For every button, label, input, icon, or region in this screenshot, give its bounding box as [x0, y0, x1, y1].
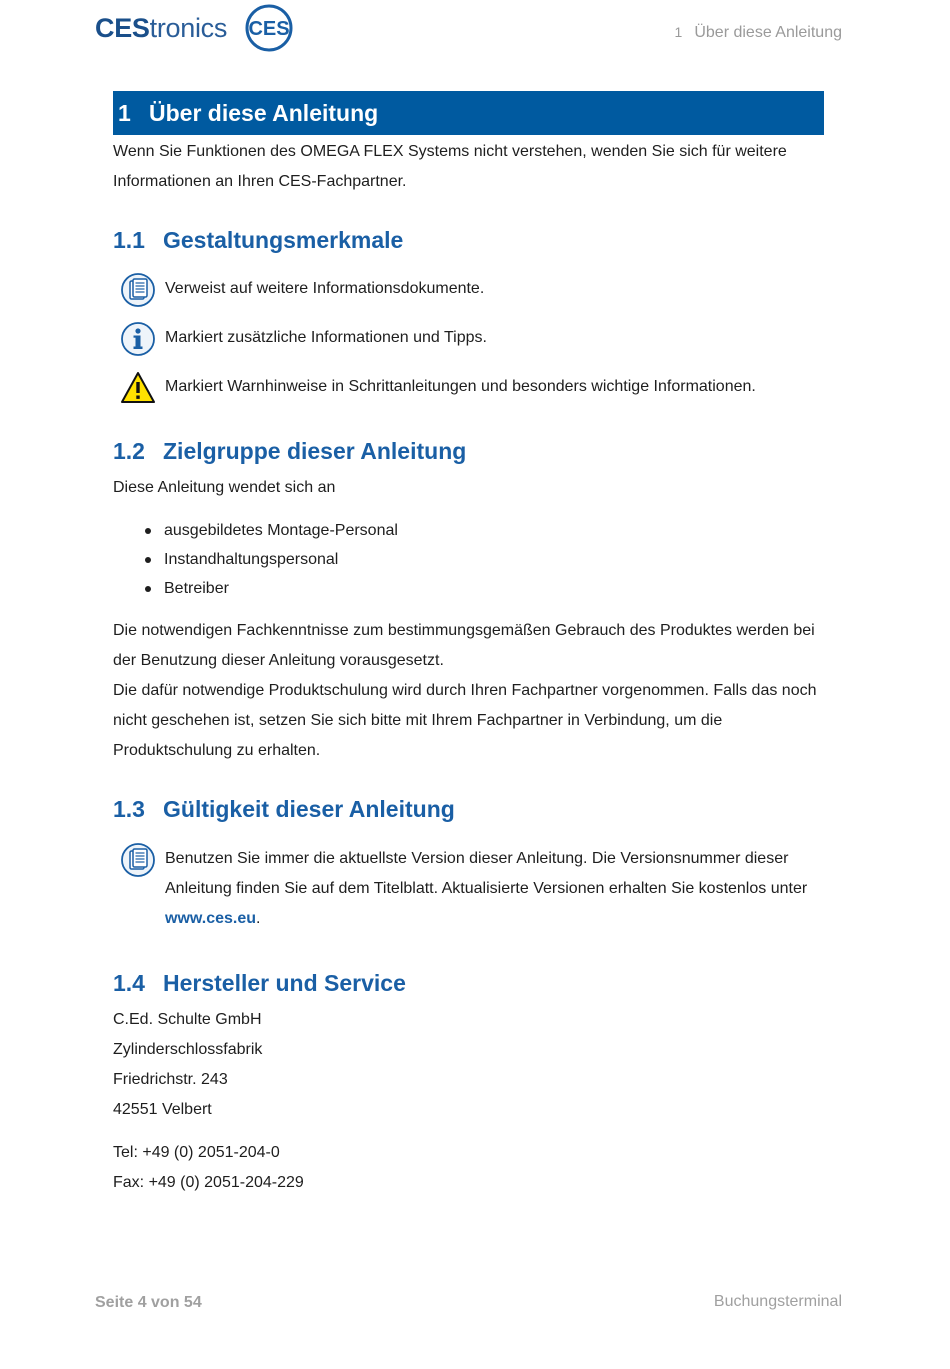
- chapter-number: 1: [118, 99, 131, 126]
- telephone: Tel: +49 (0) 2051-204-0: [113, 1144, 280, 1161]
- logo-wordmark: CEStronics: [95, 12, 228, 43]
- company-division: Zylinderschlossfabrik: [113, 1041, 263, 1058]
- section-heading-1-2: 1.2 Zielgruppe dieser Anleitung: [113, 438, 467, 464]
- document-icon: [120, 842, 156, 878]
- bullet-icon: [145, 586, 151, 592]
- bullet-icon: [145, 528, 151, 534]
- running-head: 1 Über diese Anleitung: [674, 24, 842, 41]
- chapter-title: Über diese Anleitung: [149, 99, 379, 126]
- section-heading-1-1: 1.1 Gestaltungsmerkmale: [113, 227, 404, 253]
- contact-block: [113, 1138, 304, 1198]
- chapter-intro: Wenn Sie Funktionen des OMEGA FLEX Systems nicht verstehen, wenden Sie sich für weitere Informationen an Ihren CES-Fachpartner.: [113, 143, 787, 190]
- validity-note-text: Benutzen Sie immer die aktuellste Version dieser Anleitung. Die Versionsnummer dieser Anleitung finden Sie auf dem Titelblatt. Aktualisierte Versionen erhalten Sie kostenlos unter www.ces.eu.: [165, 850, 808, 927]
- list-item: ausgebildetes Montage-Personal: [113, 516, 398, 545]
- list-item: Instandhaltungspersonal: [113, 545, 398, 574]
- legend-item-warning: [120, 370, 756, 406]
- chapter-title-bar: [113, 91, 824, 135]
- address-block: [113, 1005, 262, 1125]
- ces-website-link[interactable]: www.ces.eu: [165, 910, 256, 927]
- legend-text: Markiert Warnhinweise in Schrittanleitungen und besonders wichtige Informationen.: [165, 378, 756, 395]
- company-name: C.Ed. Schulte GmbH: [113, 1011, 262, 1028]
- street-address: Friedrichstr. 243: [113, 1071, 228, 1088]
- legend-text: Verweist auf weitere Informationsdokumente.: [165, 280, 485, 297]
- legend-item-info: [120, 321, 487, 357]
- product-name: Buchungsterminal: [713, 1293, 842, 1310]
- warning-icon: [120, 370, 156, 406]
- bullet-icon: [145, 557, 151, 563]
- postal-city: 42551 Velbert: [113, 1101, 212, 1118]
- document-icon: [120, 272, 156, 308]
- section-heading-1-4: 1.4 Hersteller und Service: [113, 970, 406, 996]
- ces-logo-mark-icon: [245, 4, 293, 52]
- paragraph: Die notwendigen Fachkenntnisse zum bestimmungsgemäßen Gebrauch des Produktes werden bei der Benutzung dieser Anleitung vorausgesetzt.: [113, 622, 815, 669]
- legend-item-document: [120, 272, 485, 308]
- page-number: Seite 4 von 54: [95, 1294, 202, 1311]
- validity-note: [120, 842, 808, 927]
- list-item: Betreiber: [113, 574, 398, 603]
- audience-list: [113, 516, 398, 603]
- fax: Fax: +49 (0) 2051-204-229: [113, 1174, 304, 1191]
- svg-text:CES: CES: [248, 18, 290, 40]
- section-heading-1-3: 1.3 Gültigkeit dieser Anleitung: [113, 796, 455, 822]
- section-lead: Diese Anleitung wendet sich an: [113, 479, 336, 496]
- paragraph: Die dafür notwendige Produktschulung wird durch Ihren Fachpartner vorgenommen. Falls das noch nicht geschehen ist, setzen Sie sich bitte mit Ihrem Fachpartner in Verbindung, um die Produktschulung zu erhalten.: [113, 682, 817, 759]
- cestronics-logo: [95, 6, 293, 50]
- legend-text: Markiert zusätzliche Informationen und Tipps.: [165, 329, 487, 346]
- info-icon: [120, 321, 156, 357]
